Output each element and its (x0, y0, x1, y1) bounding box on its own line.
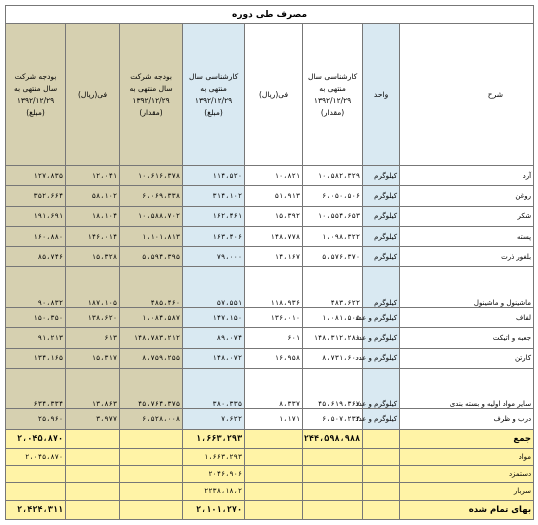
row-actual-rate: ۱،۱۷۱ (245, 409, 303, 429)
header-unit: واحد (363, 24, 400, 166)
breakdown-actual-qty-empty (303, 448, 363, 465)
breakdown-budget-qty-empty (120, 448, 183, 465)
row-budget-rate: ۱۸۷،۱۰۵ (66, 267, 120, 308)
breakdown-budget-qty-empty (120, 483, 183, 500)
header-description: شرح (400, 24, 534, 166)
breakdown-budget-amount (6, 466, 66, 483)
row-budget-rate: ۱۲،۰۴۱ (66, 166, 120, 186)
row-actual-amount: ۳۱۴،۱۰۲ (183, 186, 245, 206)
row-actual-rate: ۱۴۸،۷۷۸ (245, 226, 303, 246)
row-actual-qty: ۶،۰۵۰،۵۰۶ (303, 186, 363, 206)
consumption-table (5, 5, 534, 520)
row-budget-rate: ۶۱۳ (66, 328, 120, 348)
row-budget-rate: ۵۸،۱۰۲ (66, 186, 120, 206)
row-actual-rate: ۱۱۸،۹۳۶ (245, 267, 303, 308)
breakdown-row (6, 483, 534, 500)
row-unit: کیلوگرم (363, 166, 400, 186)
breakdown-actual-rate-empty (245, 483, 303, 500)
breakdown-actual-rate-empty (245, 466, 303, 483)
row-actual-amount: ۷۹،۰۰۰ (183, 247, 245, 267)
breakdown-unit-empty (363, 466, 400, 483)
header-actual-qty: کارشناسی سال منتهی به ۱۳۹۲/۱۲/۲۹ (مقدار) (303, 24, 363, 166)
total-unit-empty (363, 429, 400, 448)
row-description: درب و ظرف (400, 409, 534, 429)
row-budget-qty: ۶،۵۲۸،۰۰۸ (120, 409, 183, 429)
total-row (6, 429, 534, 448)
row-unit: کیلوگرم (363, 186, 400, 206)
row-actual-amount: ۵۷،۵۵۱ (183, 267, 245, 308)
finished-actual-amount: ۲،۱۰۱،۲۷۰ (183, 500, 245, 519)
row-budget-rate: ۱۳،۸۶۳ (66, 368, 120, 409)
row-budget-qty: ۱۴۸،۷۸۳،۲۱۲ (120, 328, 183, 348)
row-actual-amount: ۱۶۳،۴۰۶ (183, 226, 245, 246)
row-budget-amount: ۳۵۲،۶۶۴ (6, 186, 66, 206)
row-actual-qty: ۶،۵۰۷،۲۳۴ (303, 409, 363, 429)
breakdown-unit-empty (363, 448, 400, 465)
finished-budget-qty-empty (120, 500, 183, 519)
table-row (6, 166, 534, 186)
row-budget-qty: ۱۰،۵۸۸،۷۰۲ (120, 206, 183, 226)
breakdown-label: مواد (400, 448, 534, 465)
row-budget-rate: ۱۵،۳۱۷ (66, 348, 120, 368)
breakdown-unit-empty (363, 483, 400, 500)
breakdown-row (6, 466, 534, 483)
row-budget-amount: ۹۰،۸۳۲ (6, 267, 66, 308)
row-budget-amount: ۶۳۴،۳۳۴ (6, 368, 66, 409)
header-budget-qty: بودجه شرکت سال منتهی به ۱۳۹۲/۱۲/۲۹ (مقدار) (120, 24, 183, 166)
row-actual-amount: ۱۶۲،۴۶۱ (183, 206, 245, 226)
row-actual-rate: ۱۵،۳۹۲ (245, 206, 303, 226)
breakdown-actual-amount: ۲۰۴۶،۹۰۶ (183, 466, 245, 483)
finished-actual-rate-empty (245, 500, 303, 519)
row-unit: کیلوگرم (363, 267, 400, 308)
row-actual-rate: ۸،۳۳۷ (245, 368, 303, 409)
row-budget-qty: ۴۵،۷۶۴،۳۷۵ (120, 368, 183, 409)
row-description: روغن (400, 186, 534, 206)
table-title: مصرف طی دوره (6, 6, 534, 24)
row-budget-amount: ۱۵۰،۳۵۰ (6, 308, 66, 328)
total-actual-amount: ۱،۶۶۳،۲۹۳ (183, 429, 245, 448)
row-actual-qty: ۴۵،۶۱۹،۳۶۷ (303, 368, 363, 409)
row-budget-rate: ۱۴۶،۰۱۴ (66, 226, 120, 246)
breakdown-label: سربار (400, 483, 534, 500)
row-actual-qty: ۱،۰۸۱،۵۰۵ (303, 308, 363, 328)
row-unit: کیلوگرم و عدد (363, 368, 400, 409)
row-unit: کیلوگرم و عدد (363, 308, 400, 328)
table-row (6, 206, 534, 226)
row-budget-rate: ۱۳۸،۶۲۰ (66, 308, 120, 328)
breakdown-row (6, 448, 534, 465)
row-description: آرد (400, 166, 534, 186)
row-budget-qty: ۱۰،۶۱۶،۳۷۸ (120, 166, 183, 186)
row-actual-qty: ۱۰،۵۵۴،۶۵۳ (303, 206, 363, 226)
row-budget-rate: ۱۵،۳۲۸ (66, 247, 120, 267)
row-actual-amount: ۷،۶۲۲ (183, 409, 245, 429)
row-budget-qty: ۵،۵۹۴،۳۹۵ (120, 247, 183, 267)
row-budget-qty: ۶،۰۶۹،۳۳۸ (120, 186, 183, 206)
row-unit: کیلوگرم (363, 206, 400, 226)
table-row (6, 368, 534, 409)
header-actual-rate: فی(ریال) (245, 24, 303, 166)
row-budget-amount: ۱۲۷،۸۳۵ (6, 166, 66, 186)
table-row (6, 247, 534, 267)
total-budget-rate-empty (66, 429, 120, 448)
row-unit: کیلوگرم (363, 247, 400, 267)
total-actual-rate-empty (245, 429, 303, 448)
row-budget-amount: ۹۱،۲۱۳ (6, 328, 66, 348)
row-budget-amount: ۱۹۱،۶۹۱ (6, 206, 66, 226)
row-budget-amount: ۸۵،۷۴۶ (6, 247, 66, 267)
row-actual-qty: ۱،۰۹۸،۳۲۲ (303, 226, 363, 246)
table-row (6, 328, 534, 348)
row-actual-qty: ۱۰،۵۸۲،۳۲۹ (303, 166, 363, 186)
finished-unit-empty (363, 500, 400, 519)
row-actual-rate: ۱۶،۹۵۸ (245, 348, 303, 368)
row-unit: کیلوگرم و عدد (363, 328, 400, 348)
table-row (6, 267, 534, 308)
breakdown-actual-qty-empty (303, 483, 363, 500)
table-row (6, 348, 534, 368)
breakdown-budget-amount (6, 483, 66, 500)
total-budget-qty-empty (120, 429, 183, 448)
row-budget-qty: ۸،۷۵۹،۲۵۵ (120, 348, 183, 368)
breakdown-actual-amount: ۱،۶۶۳،۲۹۳ (183, 448, 245, 465)
row-description: بلغور ذرت (400, 247, 534, 267)
breakdown-budget-rate-empty (66, 448, 120, 465)
finished-cost-label: بهای تمام شده (400, 500, 534, 519)
total-budget-amount: ۲،۰۴۵،۸۷۰ (6, 429, 66, 448)
row-description: شکر (400, 206, 534, 226)
breakdown-budget-rate-empty (66, 466, 120, 483)
row-budget-qty: ۱،۱۰۱،۸۱۳ (120, 226, 183, 246)
row-description: ماشینول و ماشینول (400, 267, 534, 308)
header-budget-rate: فی(ریال) (66, 24, 120, 166)
total-label: جمع (400, 429, 534, 448)
row-actual-rate: ۱۳۶،۰۱۰ (245, 308, 303, 328)
breakdown-budget-amount: ۲،۰۴۵،۸۷۰ (6, 448, 66, 465)
row-actual-amount: ۳۸۰،۳۳۵ (183, 368, 245, 409)
row-actual-qty: ۸،۷۳۱،۶۰۰ (303, 348, 363, 368)
row-actual-rate: ۵۱،۹۱۳ (245, 186, 303, 206)
header-budget-amount: بودجه شرکت سال منتهی به ۱۳۹۲/۱۲/۲۹ (مبلغ) (6, 24, 66, 166)
row-actual-rate: ۱۰،۸۲۱ (245, 166, 303, 186)
row-unit: کیلوگرم (363, 226, 400, 246)
row-actual-rate: ۶۰۱ (245, 328, 303, 348)
row-actual-amount: ۸۹،۰۷۴ (183, 328, 245, 348)
row-unit: کیلوگرم و عدد (363, 409, 400, 429)
row-budget-rate: ۱۸،۱۰۴ (66, 206, 120, 226)
row-actual-qty: ۱۴۸،۳۱۲،۲۸۱ (303, 328, 363, 348)
breakdown-budget-rate-empty (66, 483, 120, 500)
row-budget-amount: ۱۳۴،۱۶۵ (6, 348, 66, 368)
table-row (6, 409, 534, 429)
breakdown-actual-amount: ۲۲۳۸،۱۸،۲ (183, 483, 245, 500)
row-budget-amount: ۱۶۰،۸۸۰ (6, 226, 66, 246)
total-actual-qty: ۲۴۴،۵۹۸،۹۸۸ (303, 429, 363, 448)
row-description: سایر مواد اولیه و بسته بندی (400, 368, 534, 409)
row-actual-qty: ۴۸۳،۶۲۲ (303, 267, 363, 308)
row-budget-qty: ۴۸۵،۴۶۰ (120, 267, 183, 308)
row-description: کارتن (400, 348, 534, 368)
row-actual-amount: ۱۴۷،۱۵۰ (183, 308, 245, 328)
finished-budget-amount: ۲،۴۲۴،۳۱۱ (6, 500, 66, 519)
breakdown-budget-qty-empty (120, 466, 183, 483)
finished-cost-row (6, 500, 534, 519)
table-row (6, 186, 534, 206)
row-budget-rate: ۳،۹۷۷ (66, 409, 120, 429)
row-actual-amount: ۱۱۴،۵۲۰ (183, 166, 245, 186)
breakdown-actual-qty-empty (303, 466, 363, 483)
breakdown-actual-rate-empty (245, 448, 303, 465)
row-description: پسته (400, 226, 534, 246)
row-budget-qty: ۱،۰۸۴،۵۸۷ (120, 308, 183, 328)
row-description: جعبه و اتیکت (400, 328, 534, 348)
header-actual-amount: کارشناسی سال منتهی به ۱۳۹۲/۱۲/۲۹ (مبلغ) (183, 24, 245, 166)
row-actual-rate: ۱۴،۱۶۷ (245, 247, 303, 267)
row-description: لفاف (400, 308, 534, 328)
finished-actual-qty-empty (303, 500, 363, 519)
table-row (6, 308, 534, 328)
finished-budget-rate-empty (66, 500, 120, 519)
breakdown-label: دستمزد (400, 466, 534, 483)
row-budget-amount: ۲۵،۹۶۰ (6, 409, 66, 429)
row-actual-qty: ۵،۵۷۶،۳۷۰ (303, 247, 363, 267)
row-unit: کیلوگرم و عدد (363, 348, 400, 368)
row-actual-amount: ۱۴۸،۰۷۲ (183, 348, 245, 368)
table-row (6, 226, 534, 246)
